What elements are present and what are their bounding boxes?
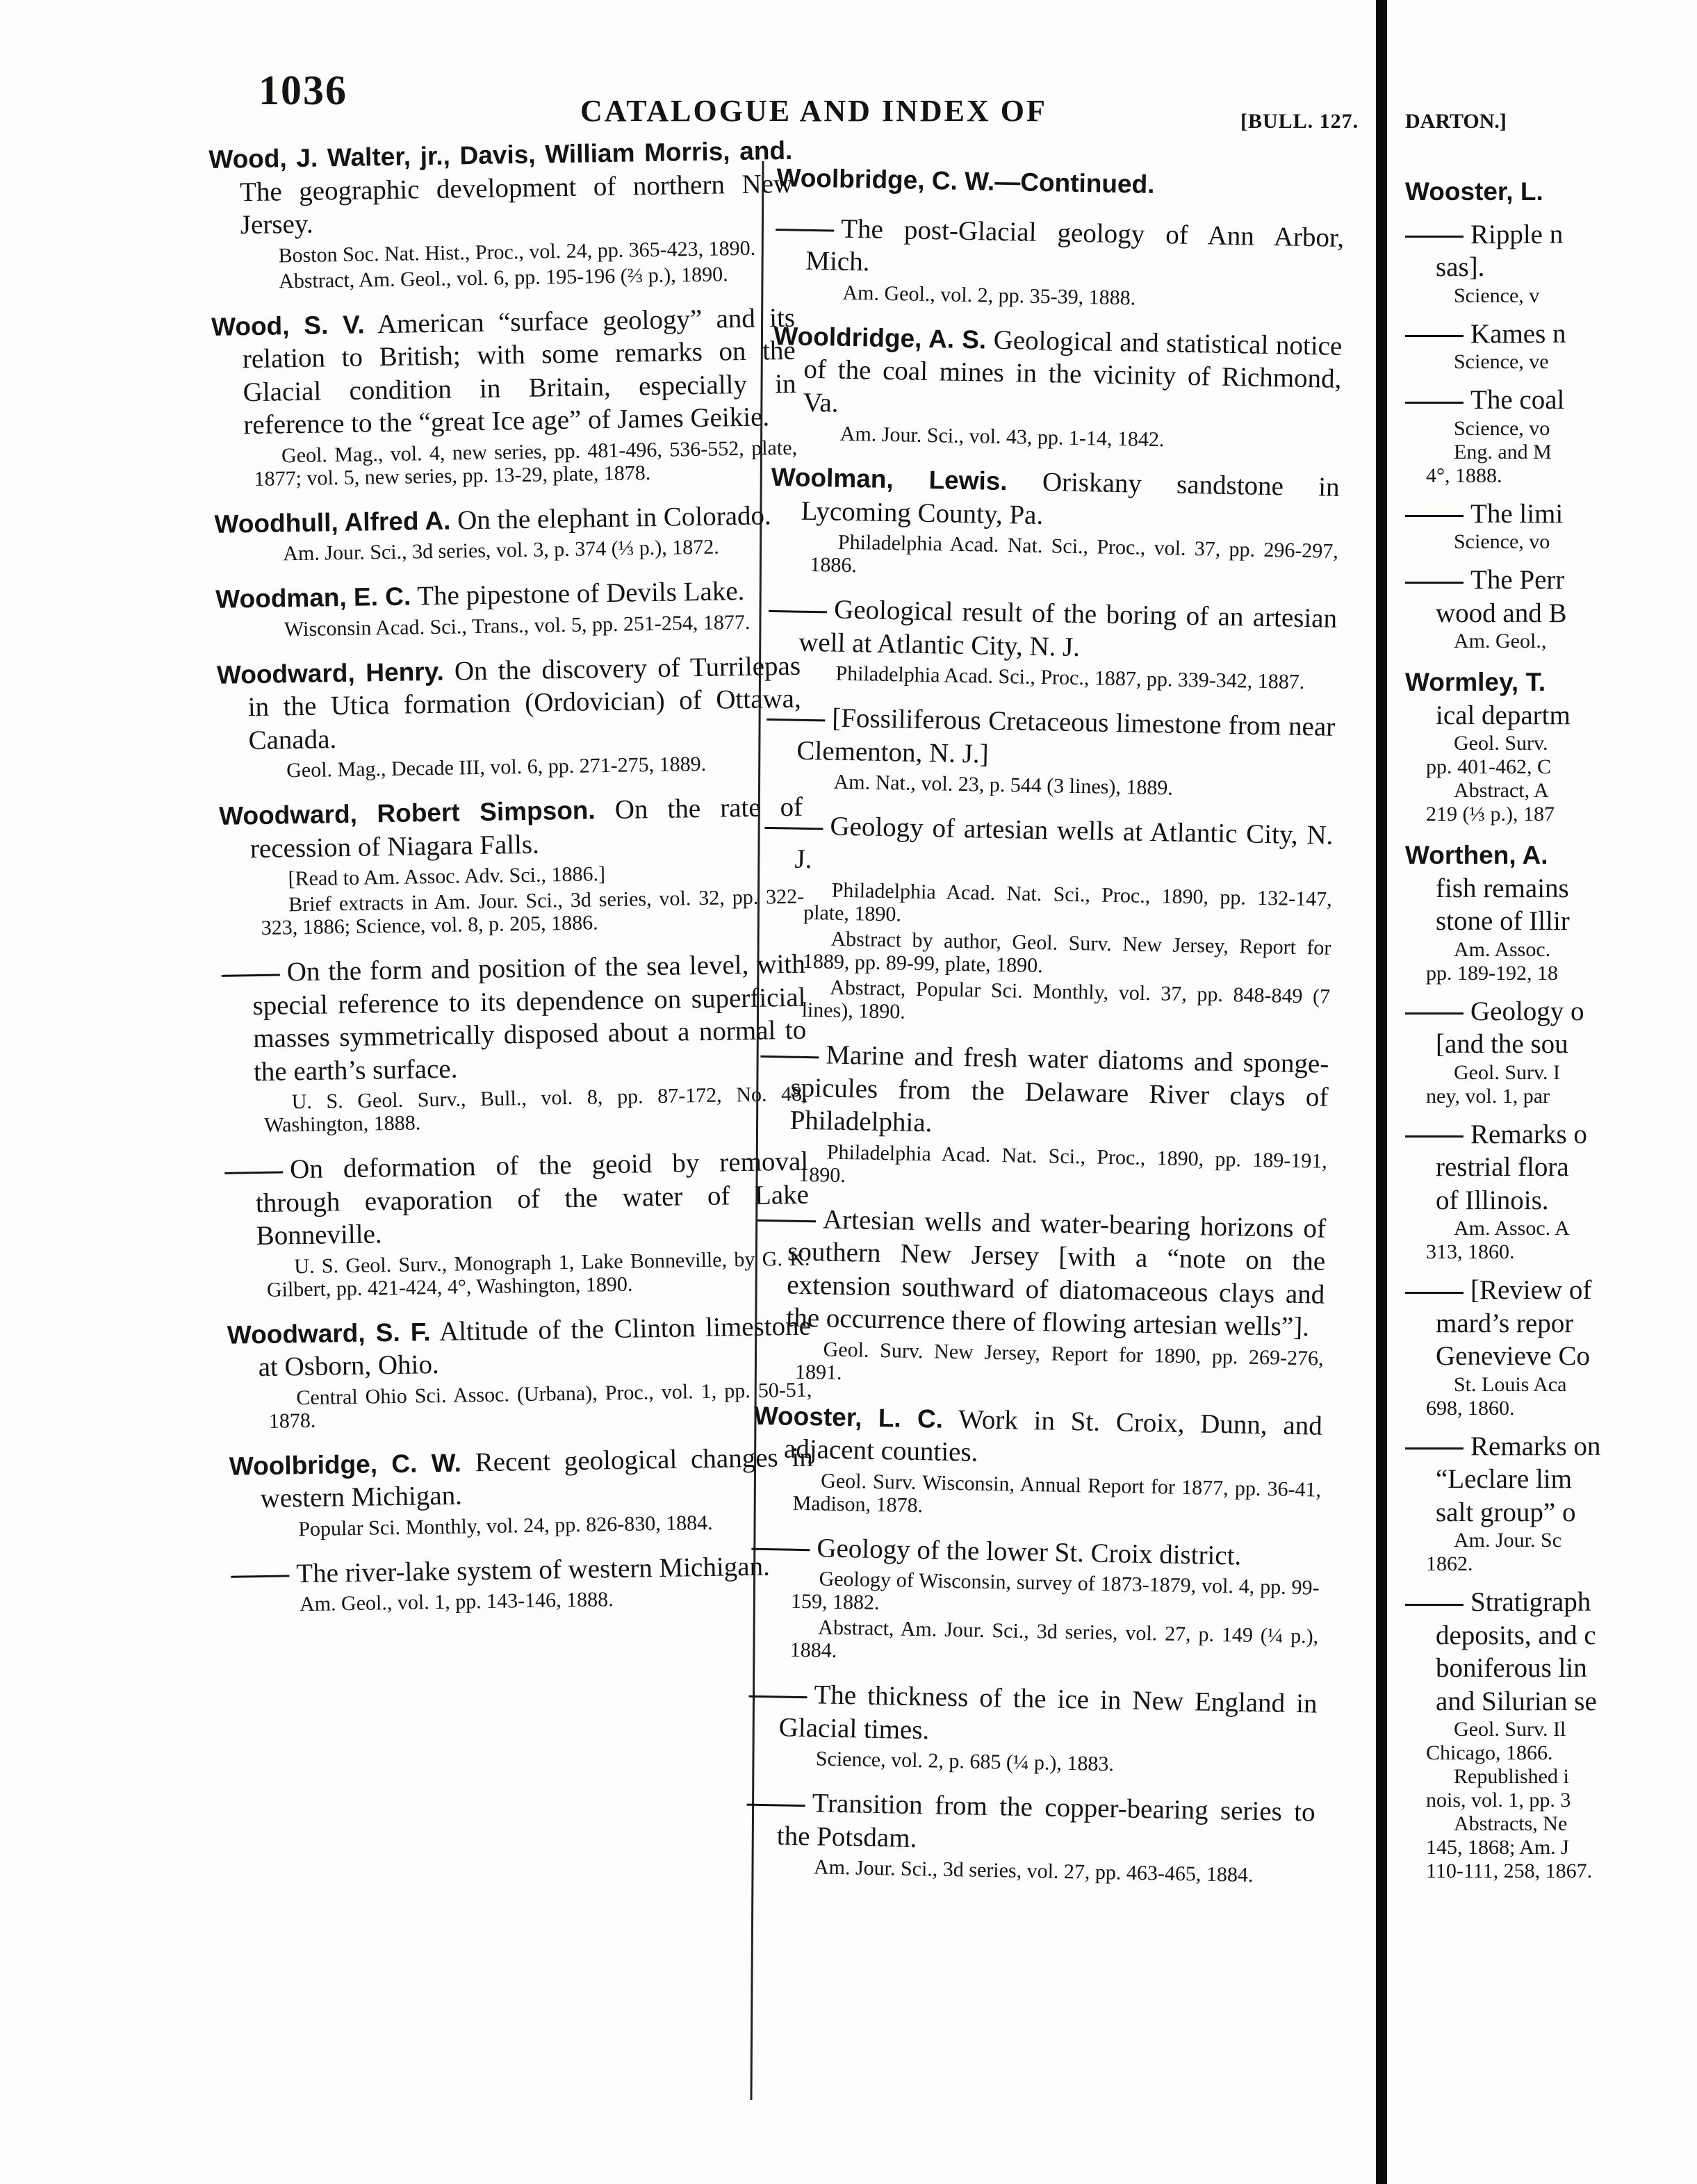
- bibliography-entry: [749, 1530, 1320, 1670]
- entry-citation: Geology of Wisconsin, survey of 1873-1879, vol. 4, pp. 99-159, 1882.: [790, 1567, 1320, 1615]
- entry-heading: [753, 1399, 1323, 1475]
- entry-author: Woolman, Lewis.: [771, 462, 1008, 496]
- entry-heading: [1405, 666, 1697, 699]
- entry-heading: [776, 161, 1345, 204]
- entry-author: Woolbridge, C. W.—Continued.: [776, 163, 1155, 199]
- entry-citation: Science, ve: [1454, 350, 1549, 373]
- entry-citation: Am. Nat., vol. 23, p. 544 (3 lines), 1889.: [833, 770, 1174, 800]
- bibliography-entry: [746, 1786, 1315, 1888]
- entry-citation: 313, 1860.: [1426, 1240, 1515, 1263]
- entry-author: Woodward, Robert Simpson.: [218, 796, 596, 830]
- entry-heading: [1405, 995, 1697, 1028]
- entry-citation: U. S. Geol. Surv., Bull., vol. 8, pp. 87-172, No. 48, Washington, 1888.: [263, 1082, 807, 1137]
- entry-citation: Popular Sci. Monthly, vol. 24, pp. 826-830, 1884.: [298, 1511, 713, 1541]
- entry-title: The post-Glacial geology of Ann Arbor, Mich.: [805, 213, 1345, 277]
- entry-citation: Geol. Mag., vol. 4, new series, pp. 481-496, 536-552, plate, 1877; vol. 5, new series, pp. 13-29, plate, 1878.: [254, 436, 798, 491]
- bibliography-entry: [758, 1037, 1329, 1195]
- entry-citation: Eng. and M: [1454, 440, 1552, 463]
- entry-citation: Central Ohio Sci. Assoc. (Urbana), Proc., vol. 1, pp. 50-51, 1878.: [268, 1378, 812, 1433]
- entry-author: Woodward, Henry.: [216, 657, 445, 689]
- entry-title: Ripple n: [1470, 219, 1564, 249]
- entry-citation: Am. Geol.,: [1454, 630, 1547, 652]
- bibliography-entry: [227, 1309, 812, 1433]
- entry-author: Wooster, L. C.: [753, 1401, 944, 1434]
- entry-title: Geology of the lower St. Croix district.: [817, 1532, 1242, 1571]
- bibliography-entry: [231, 1549, 815, 1617]
- bibliography-entry: [224, 1145, 810, 1302]
- entry-citation: Geol. Mag., Decade III, vol. 6, pp. 271-275, 1889.: [286, 752, 707, 782]
- entry-title: of Illinois.: [1436, 1185, 1549, 1215]
- entry-title: Genevieve Co: [1436, 1341, 1591, 1371]
- entry-citation: ney, vol. 1, par: [1426, 1084, 1550, 1108]
- entry-citation: Am. Jour. Sci., vol. 43, pp. 1-14, 1842.: [839, 422, 1165, 452]
- ditto-dash: [224, 1171, 283, 1174]
- entry-title: restrial flora: [1436, 1152, 1569, 1182]
- ditto-dash: [1405, 1292, 1464, 1294]
- entry-citation: Abstract, A: [1454, 779, 1549, 802]
- ditto-dash: [222, 974, 280, 976]
- entry-citation: [Read to Am. Assoc. Adv. Sci., 1886.]: [288, 862, 606, 891]
- entry-heading: [770, 461, 1340, 537]
- ditto-dash: [747, 1803, 805, 1807]
- ditto-dash: [1405, 582, 1464, 584]
- bibliography-entry: [219, 791, 805, 940]
- entry-citation: 4°, 1888.: [1426, 463, 1502, 487]
- entry-heading: [1405, 1586, 1697, 1619]
- entry-title: Remarks o: [1470, 1119, 1587, 1149]
- entry-heading: [748, 1677, 1318, 1754]
- entry-title: Oriskany sandstone in Lycoming County, Pa.: [801, 467, 1340, 530]
- running-title: CATALOGUE AND INDEX OF: [580, 94, 1047, 128]
- entry-citation: Science, vol. 2, p. 685 (¼ p.), 1883.: [815, 1747, 1115, 1776]
- entry-title: ical departm: [1436, 700, 1571, 730]
- entry-citation: Abstract by author, Geol. Surv. New Jersey, Report for 1889, pp. 89-99, plate, 1890.: [802, 927, 1331, 978]
- entry-heading: [231, 1549, 815, 1591]
- entry-title: Stratigraph: [1470, 1587, 1591, 1617]
- entry-title: Geology of artesian wells at Atlantic City, N. J.: [794, 811, 1334, 874]
- entry-citation: Philadelphia Acad. Nat. Sci., Proc., 1890, pp. 189-191, 1890.: [798, 1140, 1328, 1187]
- entry-citation: pp. 401-462, C: [1426, 755, 1551, 778]
- entry-title: Geological and statistical notice of the coal mines in the vicinity of Richmond, Va.: [803, 325, 1343, 418]
- entry-heading: [1405, 175, 1697, 208]
- bibliography-entry: [772, 319, 1343, 454]
- entry-title: “Leclare lim: [1436, 1464, 1572, 1494]
- entry-title: Transition from the copper-bearing series to the Potsdam.: [776, 1788, 1315, 1853]
- entry-citation: Am. Jour. Sci., 3d series, vol. 27, pp. 463-465, 1884.: [813, 1855, 1254, 1887]
- ditto-dash: [1405, 1135, 1464, 1138]
- bibliography-entry: [755, 1201, 1327, 1393]
- entry-heading: [766, 700, 1336, 777]
- entry-title: deposits, and c: [1436, 1620, 1596, 1650]
- bibliography-entry: [761, 809, 1333, 1031]
- bibliography-entry: [215, 574, 800, 642]
- entry-citation: Am. Geol., vol. 1, pp. 143-146, 1888.: [299, 1588, 614, 1616]
- entry-citation: Philadelphia Acad. Sci., Proc., 1887, pp. 339-342, 1887.: [835, 662, 1305, 694]
- entry-citation: Geol. Surv. I: [1454, 1060, 1561, 1084]
- right-page-head: DARTON.]: [1405, 110, 1507, 133]
- entry-title: The thickness of the ice in New England in Glacial times.: [778, 1680, 1318, 1745]
- entry-citation: U. S. Geol. Surv., Monograph 1, Lake Bonneville, by G. K. Gilbert, pp. 421-424, 4°, Washington, 1890.: [266, 1247, 810, 1302]
- entry-heading: [208, 134, 794, 243]
- entry-title: Artesian wells and water-bearing horizons of southern New Jersey [with a “note on the extension southward of diatomaceous clays and the occurrence there of flowing artesian wells”].: [786, 1204, 1327, 1343]
- entry-citation: Geol. Surv. New Jersey, Report for 1890, pp. 269-276, 1891.: [794, 1338, 1324, 1384]
- ditto-dash: [776, 229, 834, 232]
- entry-title: American “surface geology” and its relation to British; with some remarks on the Glacial condition in Britain, especially in reference to the “great Ice age” of James Geikie.: [242, 302, 796, 441]
- column-2: [745, 161, 1345, 1905]
- entry-title: boniferous lin: [1436, 1653, 1587, 1683]
- ditto-dash: [1405, 335, 1464, 337]
- bibliography-entry: [776, 161, 1345, 204]
- bibliography-entry: [208, 134, 794, 294]
- entry-title: On the form and position of the sea level, with special reference to its dependence on superficial masses symmetrically disposed about a normal to the earth’s surface.: [252, 949, 807, 1087]
- entry-citation: Science, vo: [1454, 530, 1550, 553]
- bibliography-entry: [221, 948, 807, 1138]
- entry-citation: nois, vol. 1, pp. 3: [1426, 1789, 1571, 1812]
- column-1: [208, 134, 816, 1634]
- entry-author: Woolbridge, C. W.: [229, 1448, 462, 1481]
- entry-heading: [215, 574, 800, 616]
- entry-title: fish remains: [1436, 873, 1569, 903]
- entry-citation: Science, vo: [1454, 416, 1550, 440]
- entry-heading: [217, 649, 802, 757]
- entry-heading: [1405, 1430, 1697, 1463]
- ditto-dash: [231, 1575, 289, 1577]
- ditto-dash: [757, 1220, 816, 1223]
- bibliography-entry: [767, 592, 1337, 694]
- entry-author: Wood, J. Walter, jr., Davis, William Morris, and.: [208, 136, 793, 174]
- entry-heading: [1405, 384, 1697, 417]
- entry-citation: 145, 1868; Am. J: [1426, 1836, 1569, 1859]
- entry-heading: [211, 301, 797, 442]
- entry-title: [Review of: [1470, 1275, 1592, 1305]
- entry-heading: [214, 498, 798, 541]
- entry-citation: pp. 189-192, 18: [1426, 961, 1558, 985]
- entry-citation: 219 (⅓ p.), 187: [1426, 803, 1555, 826]
- entry-citation: 1862.: [1426, 1552, 1473, 1575]
- entry-citation: Abstract, Am. Jour. Sci., 3d series, vol. 27, p. 149 (¼ p.), 1884.: [789, 1616, 1319, 1662]
- ditto-dash: [769, 609, 827, 613]
- entry-title: On the elephant in Colorado.: [457, 500, 772, 535]
- entry-title: stone of Illir: [1436, 906, 1570, 936]
- ditto-dash: [751, 1548, 810, 1552]
- entry-heading: [759, 1037, 1329, 1147]
- entry-citation: Am. Assoc.: [1454, 937, 1551, 961]
- entry-citation: Brief extracts in Am. Jour. Sci., 3d series, vol. 32, pp. 322-323, 1886; Science, vol. 8, p. 205, 1886.: [261, 885, 805, 939]
- entry-citation: 698, 1860.: [1426, 1396, 1515, 1420]
- entry-heading: [775, 211, 1345, 287]
- entry-title: Recent geological changes in western Michigan.: [260, 1442, 814, 1514]
- ditto-dash: [1405, 1604, 1464, 1606]
- entry-title: The river-lake system of western Michigan.: [296, 1551, 771, 1588]
- entry-heading: [1405, 564, 1697, 597]
- entry-title: Kames n: [1470, 318, 1566, 349]
- entry-author: Wooldridge, A. S.: [773, 321, 987, 354]
- entry-heading: [1405, 1118, 1697, 1151]
- entry-author: Woodman, E. C.: [215, 582, 411, 614]
- entry-heading: [1405, 498, 1697, 531]
- entry-heading: [1405, 839, 1697, 872]
- entry-title: Geological result of the boring of an artesian well at Atlantic City, N. J.: [798, 594, 1338, 662]
- bibliography-entry: [765, 700, 1335, 803]
- entry-citation: Philadelphia Acad. Nat. Sci., Proc., vol. 37, pp. 296-297, 1886.: [810, 530, 1339, 577]
- bibliography-entry: [229, 1440, 814, 1541]
- entry-author: Woodhull, Alfred A.: [214, 506, 451, 539]
- entry-title: [Fossiliferous Cretaceous limestone from near Clementon, N. J.]: [796, 703, 1336, 769]
- bibliography-entry: [752, 1399, 1322, 1524]
- entry-title: The limi: [1470, 498, 1564, 529]
- entry-citation: Boston Soc. Nat. Hist., Proc., vol. 24, pp. 365-423, 1890.: [278, 236, 756, 267]
- entry-citation: Abstract, Popular Sci. Monthly, vol. 37, pp. 848-849 (7 lines), 1890.: [801, 976, 1331, 1024]
- entry-citation: Geol. Surv. Il: [1454, 1718, 1566, 1741]
- entry-author: Worthen, A.: [1405, 841, 1548, 869]
- entry-citation: Wisconsin Acad. Sci., Trans., vol. 5, pp. 251-254, 1877.: [284, 610, 751, 641]
- entry-heading: [755, 1201, 1326, 1344]
- ditto-dash: [1405, 402, 1464, 404]
- bibliography-entry: [217, 649, 803, 783]
- entry-heading: [768, 592, 1338, 668]
- entry-title: The pipestone of Devils Lake.: [416, 575, 745, 611]
- entry-heading: [224, 1145, 810, 1254]
- entry-heading: [219, 791, 803, 866]
- entry-title: Remarks on: [1470, 1431, 1601, 1461]
- ditto-dash: [1405, 1012, 1464, 1015]
- entry-title: sas].: [1436, 252, 1485, 282]
- entry-heading: [221, 948, 807, 1089]
- bibliography-entry: [214, 498, 798, 566]
- entry-citation: Geol. Surv. Wisconsin, Annual Report for 1877, pp. 36-41, Madison, 1878.: [792, 1468, 1322, 1517]
- entry-citation: 110-111, 258, 1867.: [1426, 1859, 1593, 1882]
- page-number: 1036: [259, 67, 347, 113]
- ditto-dash: [1405, 1447, 1464, 1450]
- entry-title: On the discovery of Turrilepas in the Utica formation (Ordovician) of Ottawa, Canada.: [247, 650, 801, 755]
- entry-title: On the rate of recession of Niagara Falls.: [249, 791, 803, 864]
- entry-author: Wood, S. V.: [211, 310, 366, 341]
- entry-title: [and the sou: [1436, 1029, 1568, 1059]
- ditto-dash: [1405, 515, 1464, 517]
- ditto-dash: [760, 1055, 819, 1058]
- entry-title: Work in St. Croix, Dunn, and adjacent counties.: [783, 1404, 1323, 1468]
- page-gutter-shadow: [1376, 0, 1387, 2184]
- bulletin-reference: [BULL. 127.: [1240, 110, 1359, 133]
- bibliography-entry: [748, 1677, 1318, 1780]
- entry-title: On deformation of the geoid by removal through evaporation of the water of Lake Bonneville.: [255, 1146, 810, 1251]
- entry-citation: St. Louis Aca: [1454, 1372, 1567, 1396]
- entry-citation: Geol. Surv.: [1454, 732, 1548, 755]
- entry-citation: Philadelphia Acad. Nat. Sci., Proc., 1890, pp. 132-147, plate, 1890.: [803, 878, 1332, 926]
- entry-title: The coal: [1470, 385, 1565, 415]
- entry-heading: [1405, 218, 1697, 252]
- entry-citation: Abstract, Am. Geol., vol. 6, pp. 195-196 (⅔ p.), 1890.: [278, 262, 728, 293]
- entry-citation: Am. Assoc. A: [1454, 1217, 1570, 1240]
- entry-author: Wormley, T.: [1405, 668, 1546, 696]
- entry-heading: [746, 1786, 1315, 1862]
- entry-title: salt group” o: [1436, 1497, 1576, 1527]
- entry-title: mard’s repor: [1436, 1308, 1574, 1338]
- entry-citation: Am. Jour. Sci., 3d series, vol. 3, p. 374 (⅓ p.), 1872.: [283, 535, 719, 566]
- entry-citation: Chicago, 1866.: [1426, 1741, 1553, 1764]
- entry-author: Wooster, L.: [1405, 177, 1543, 206]
- entry-heading: [764, 809, 1334, 885]
- bibliography-entry: [769, 461, 1340, 586]
- ditto-dash: [764, 826, 823, 830]
- ditto-dash: [748, 1695, 807, 1698]
- entry-citation: Am. Jour. Sc: [1454, 1529, 1562, 1552]
- entry-title: Geology o: [1470, 996, 1584, 1026]
- entry-citation: Abstracts, Ne: [1454, 1812, 1568, 1835]
- entry-citation: Am. Geol., vol. 2, pp. 35-39, 1888.: [842, 281, 1136, 309]
- entry-author: Woodward, S. F.: [227, 1317, 431, 1349]
- bibliography-entry: [211, 301, 798, 491]
- entry-title: The geographic development of northern New Jersey.: [239, 168, 794, 240]
- entry-title: Marine and fresh water diatoms and sponge-spicules from the Delaware River clays of Philadelphia.: [789, 1040, 1329, 1138]
- entry-citation: Republished i: [1454, 1765, 1569, 1788]
- entry-heading: [772, 319, 1342, 428]
- ditto-dash: [766, 718, 825, 721]
- entry-heading: [229, 1440, 814, 1516]
- entry-heading: [227, 1309, 812, 1384]
- column-3: [1405, 175, 1697, 1883]
- entry-title: The Perr: [1470, 565, 1565, 595]
- entry-title: Altitude of the Clinton limestone at Osborn, Ohio.: [258, 1311, 812, 1383]
- entry-title: and Silurian se: [1436, 1686, 1597, 1716]
- entry-heading: [1405, 1274, 1697, 1307]
- bibliography-entry: [774, 211, 1344, 313]
- entry-citation: Science, v: [1454, 284, 1540, 307]
- ditto-dash: [1405, 236, 1464, 238]
- entry-heading: [1405, 318, 1697, 351]
- entry-title: wood and B: [1436, 598, 1567, 628]
